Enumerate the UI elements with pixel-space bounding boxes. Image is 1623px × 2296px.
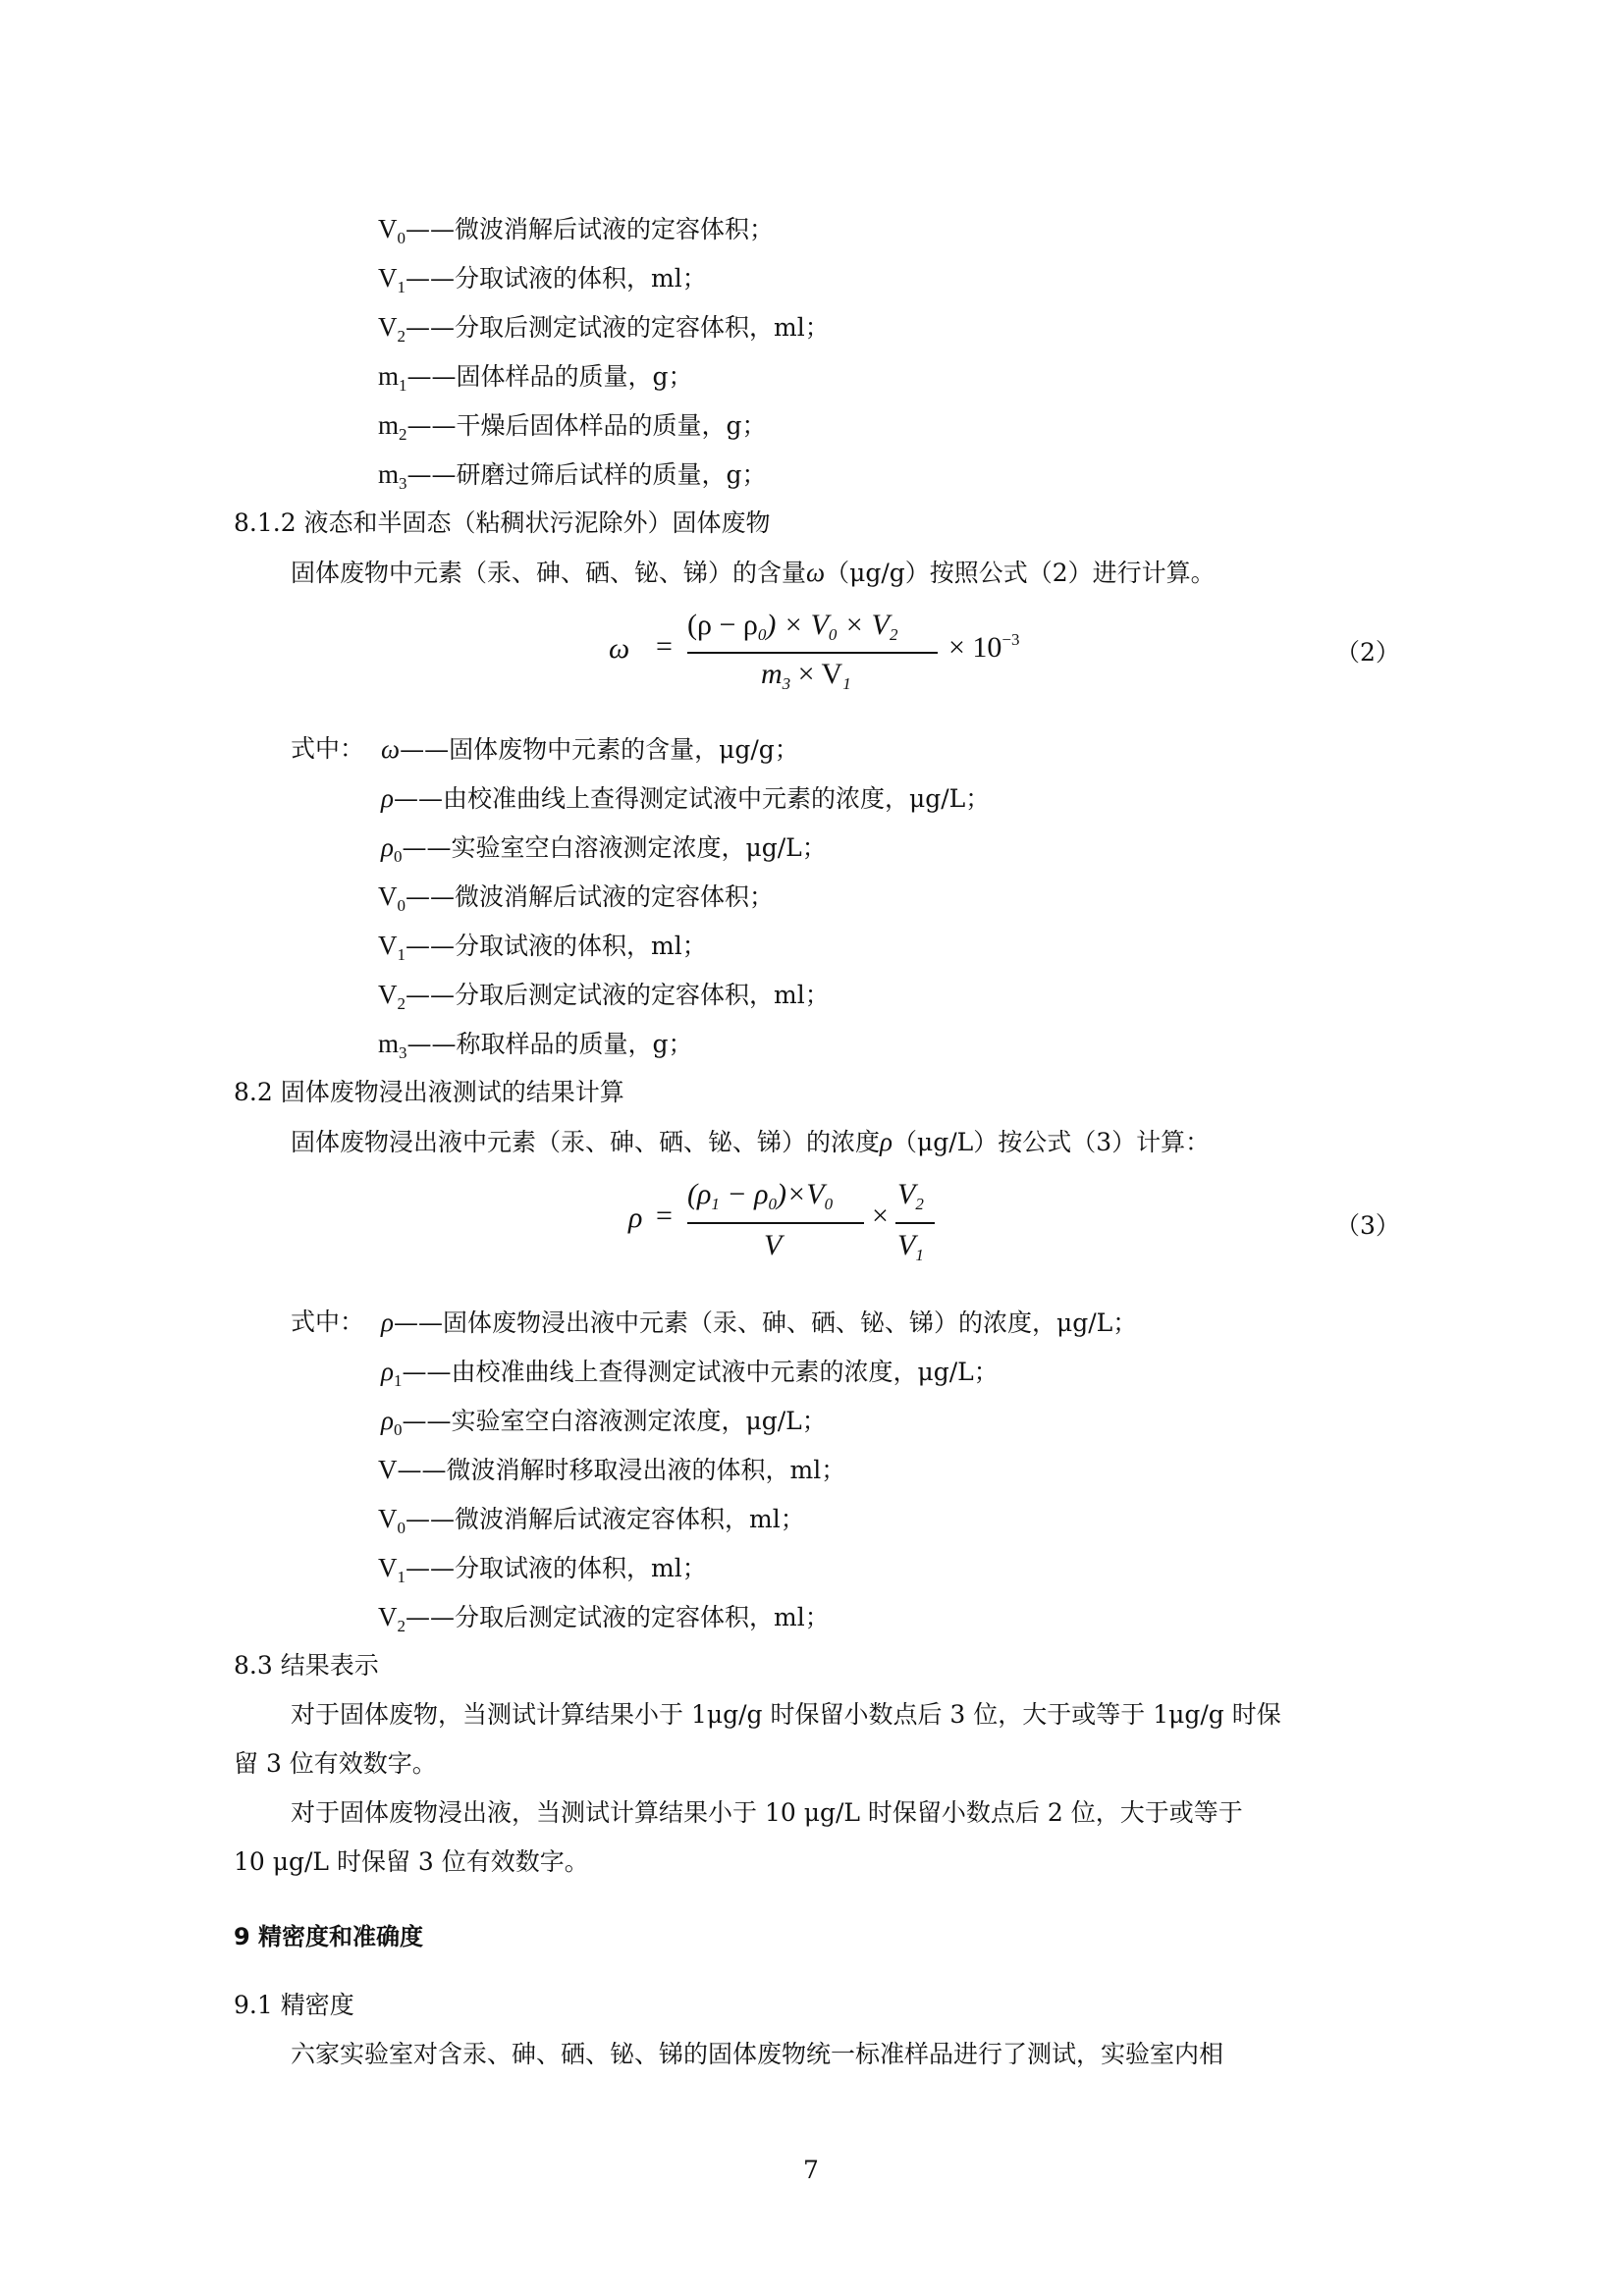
paragraph-8-1-2-intro: 固体废物中元素（汞、砷、硒、铋、锑）的含量ω（μg/g）按照公式（2）进行计算。 bbox=[291, 558, 1216, 587]
paragraph-8-3-p1-line1: 对于固体废物，当测试计算结果小于 1μg/g 时保留小数点后 3 位，大于或等于 1μg/g 时保 bbox=[291, 1700, 1281, 1729]
var-line: $V_2——$分取后测定试液的定容体积，ml； bbox=[378, 980, 830, 1013]
eq3-lhs: ρ bbox=[628, 1201, 643, 1234]
eq2-numerator: $(\rho - \rho_0) \times V_0 \times V_2$ bbox=[687, 609, 898, 644]
section-heading-8-3: 8.3 结果表示 bbox=[234, 1651, 379, 1680]
paragraph-8-2-intro: 固体废物浸出液中元素（汞、砷、硒、铋、锑）的浓度ρ（μg/L）按公式（3）计算： bbox=[291, 1127, 1211, 1156]
var-line: $\rho_0——$实验室空白溶液测定浓度，μg/L； bbox=[381, 1406, 827, 1439]
eq2-denominator: $m_3 \times V_1$ bbox=[761, 658, 851, 693]
eq2-fraction-bar bbox=[687, 652, 938, 654]
var-line: ω——固体废物中元素的含量，μg/g； bbox=[381, 734, 799, 764]
eq3-numerator: $(\rho_1 - \rho_0)\times V_0$ bbox=[687, 1178, 834, 1213]
eq2-multiplier: × $10^{-3}$ bbox=[948, 630, 1020, 664]
var-line: $m_3——$研磨过筛后试样的质量，g； bbox=[378, 459, 767, 493]
var-line: $V_0——$微波消解后试液的定容体积； bbox=[378, 214, 775, 247]
section-heading-9: 9 精密度和准确度 bbox=[234, 1923, 424, 1950]
paragraph-8-3-p1-line2: 留 3 位有效数字。 bbox=[234, 1749, 437, 1778]
var-line: $m_1——$固体样品的质量，g； bbox=[378, 361, 693, 395]
var-line: $m_2——$干燥后固体样品的质量，g； bbox=[378, 410, 767, 444]
var-line: $V_2——$分取后测定试液的定容体积，ml； bbox=[378, 1602, 830, 1635]
var-line: $V_2——$分取后测定试液的定容体积，ml； bbox=[378, 312, 830, 346]
section-heading-9-1: 9.1 精密度 bbox=[234, 1991, 354, 2019]
where-label: 式中： bbox=[291, 1308, 365, 1336]
eq3-frac2-numerator: $V_2$ bbox=[897, 1178, 924, 1213]
var-line: ρ——由校准曲线上查得测定试液中元素的浓度，μg/L； bbox=[381, 783, 991, 813]
eq3-times: × bbox=[872, 1200, 889, 1232]
var-line: $V_1——$分取试液的体积，ml； bbox=[378, 263, 707, 296]
var-line: $\rho_1——$由校准曲线上查得测定试液中元素的浓度，μg/L； bbox=[381, 1357, 999, 1390]
page-number: 7 bbox=[803, 2156, 819, 2184]
var-line: $\rho_0——$实验室空白溶液测定浓度，μg/L； bbox=[381, 832, 827, 866]
eq3-frac2-denominator: $V_1$ bbox=[897, 1229, 924, 1264]
var-line: V——微波消解时移取浸出液的体积，ml； bbox=[378, 1455, 846, 1484]
section-heading-8-1-2: 8.1.2 液态和半固态（粘稠状污泥除外）固体废物 bbox=[234, 508, 771, 537]
paragraph-8-3-p2-line2: 10 μg/L 时保留 3 位有效数字。 bbox=[234, 1847, 589, 1876]
eq2-equals: = bbox=[656, 630, 673, 663]
paragraph-8-3-p2-line1: 对于固体废物浸出液，当测试计算结果小于 10 μg/L 时保留小数点后 2 位，大于或等于 bbox=[291, 1798, 1243, 1827]
var-line: $m_3——$称取样品的质量，g； bbox=[378, 1029, 693, 1062]
eq2-number: （2） bbox=[1335, 638, 1400, 667]
section-heading-8-2: 8.2 固体废物浸出液测试的结果计算 bbox=[234, 1078, 624, 1106]
eq2-lhs: ω bbox=[609, 632, 630, 665]
eq3-equals: = bbox=[656, 1200, 673, 1232]
where-label: 式中： bbox=[291, 734, 365, 763]
eq3-denominator: V bbox=[764, 1229, 783, 1261]
var-line: ρ——固体废物浸出液中元素（汞、砷、硒、铋、锑）的浓度，μg/L； bbox=[381, 1308, 1138, 1337]
eq3-number: （3） bbox=[1335, 1211, 1400, 1240]
paragraph-9-1: 六家实验室对含汞、砷、硒、铋、锑的固体废物统一标准样品进行了测试，实验室内相 bbox=[291, 2040, 1224, 2068]
var-line: $V_1——$分取试液的体积，ml； bbox=[378, 931, 707, 964]
var-line: $V_1——$分取试液的体积，ml； bbox=[378, 1553, 707, 1586]
eq3-fraction-bar-2 bbox=[895, 1222, 935, 1224]
var-line: $V_0——$微波消解后试液定容体积，ml； bbox=[378, 1504, 805, 1537]
var-line: $V_0——$微波消解后试液的定容体积； bbox=[378, 881, 775, 915]
eq3-fraction-bar-1 bbox=[687, 1222, 864, 1224]
